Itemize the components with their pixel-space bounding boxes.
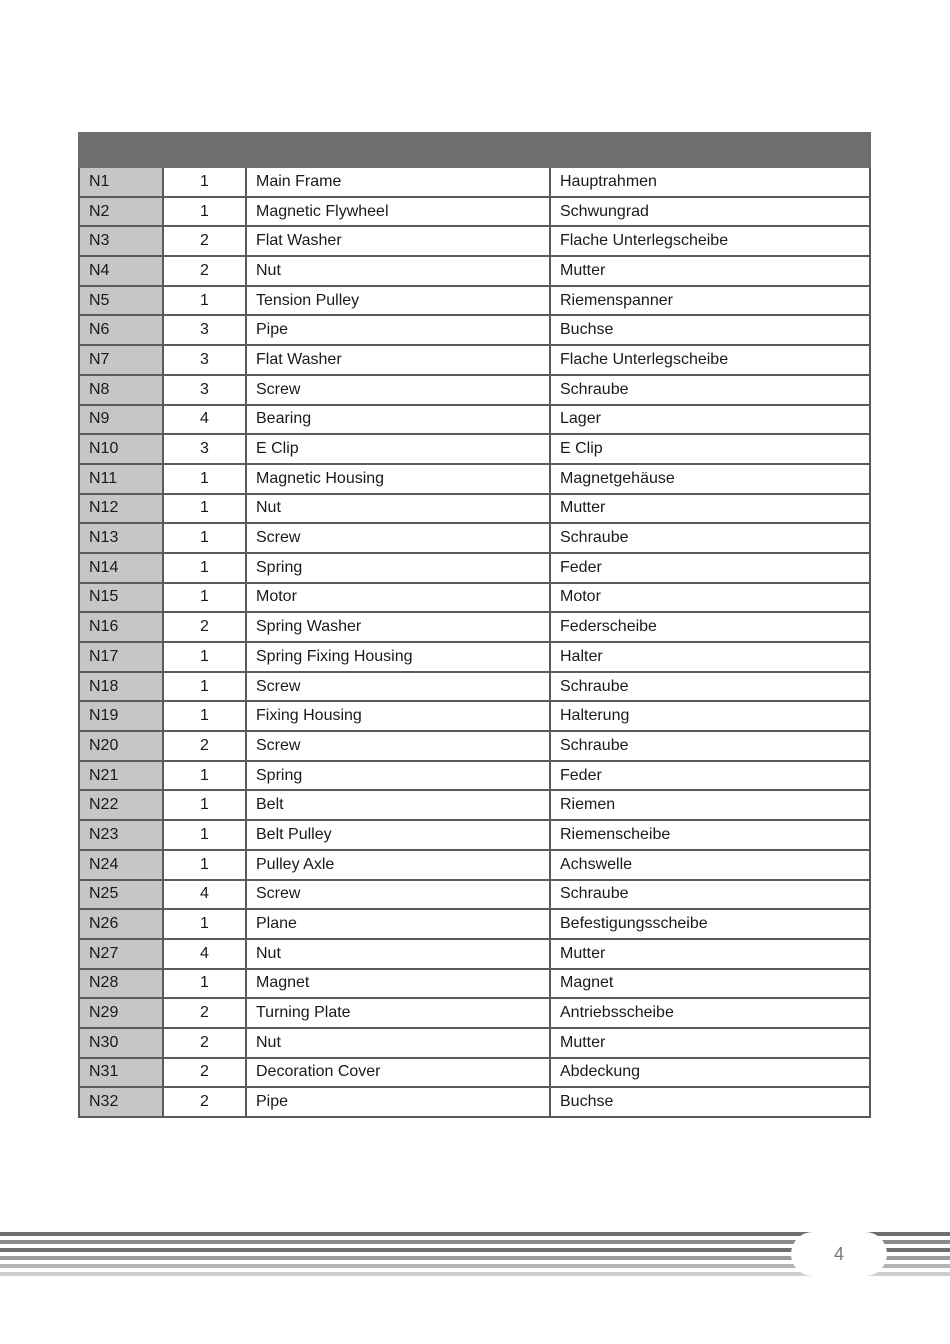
table-row bbox=[79, 286, 870, 316]
quantity-cell: 3 bbox=[163, 375, 246, 405]
quantity-cell: 2 bbox=[163, 256, 246, 286]
part-number-cell: N19 bbox=[79, 701, 163, 731]
part-number-cell: N1 bbox=[79, 167, 163, 197]
description-de-cell: Lager bbox=[550, 405, 870, 435]
description-de-cell: Buchse bbox=[550, 315, 870, 345]
quantity-cell: 2 bbox=[163, 998, 246, 1028]
description-en-cell: Pipe bbox=[246, 315, 550, 345]
quantity-cell: 4 bbox=[163, 939, 246, 969]
description-de-cell: Halterung bbox=[550, 701, 870, 731]
quantity-cell: 3 bbox=[163, 345, 246, 375]
part-number-cell: N20 bbox=[79, 731, 163, 761]
description-en-cell: Nut bbox=[246, 1028, 550, 1058]
quantity-cell: 4 bbox=[163, 405, 246, 435]
quantity-cell: 2 bbox=[163, 226, 246, 256]
description-de-cell: Halter bbox=[550, 642, 870, 672]
description-de-cell: Schraube bbox=[550, 523, 870, 553]
description-de-cell: Magnet bbox=[550, 969, 870, 999]
table-row bbox=[79, 434, 870, 464]
quantity-cell: 1 bbox=[163, 850, 246, 880]
part-number-cell: N29 bbox=[79, 998, 163, 1028]
table-row bbox=[79, 612, 870, 642]
part-number-cell: N25 bbox=[79, 880, 163, 910]
part-number-cell: N27 bbox=[79, 939, 163, 969]
quantity-cell: 2 bbox=[163, 1028, 246, 1058]
description-en-cell: Pipe bbox=[246, 1087, 550, 1117]
table-row bbox=[79, 553, 870, 583]
part-number-cell: N10 bbox=[79, 434, 163, 464]
part-number-cell: N24 bbox=[79, 850, 163, 880]
description-de-cell: Flache Unterlegscheibe bbox=[550, 226, 870, 256]
description-en-cell: Belt Pulley bbox=[246, 820, 550, 850]
part-number-cell: N5 bbox=[79, 286, 163, 316]
part-number-cell: N15 bbox=[79, 583, 163, 613]
quantity-cell: 1 bbox=[163, 969, 246, 999]
table-row bbox=[79, 642, 870, 672]
description-de-cell: Schraube bbox=[550, 731, 870, 761]
part-number-cell: N11 bbox=[79, 464, 163, 494]
table-row bbox=[79, 523, 870, 553]
part-number-cell: N30 bbox=[79, 1028, 163, 1058]
quantity-cell: 1 bbox=[163, 701, 246, 731]
quantity-cell: 1 bbox=[163, 642, 246, 672]
description-de-cell: Befestigungsscheibe bbox=[550, 909, 870, 939]
description-en-cell: Magnet bbox=[246, 969, 550, 999]
header-cell-qty bbox=[163, 133, 246, 167]
quantity-cell: 1 bbox=[163, 286, 246, 316]
table-row bbox=[79, 969, 870, 999]
description-en-cell: Nut bbox=[246, 939, 550, 969]
quantity-cell: 2 bbox=[163, 612, 246, 642]
table-row bbox=[79, 850, 870, 880]
description-en-cell: Belt bbox=[246, 790, 550, 820]
description-de-cell: Feder bbox=[550, 553, 870, 583]
part-number-cell: N2 bbox=[79, 197, 163, 227]
description-de-cell: Riemenscheibe bbox=[550, 820, 870, 850]
quantity-cell: 1 bbox=[163, 197, 246, 227]
quantity-cell: 3 bbox=[163, 315, 246, 345]
table-header-row bbox=[79, 133, 870, 167]
table-row bbox=[79, 1058, 870, 1088]
description-en-cell: Bearing bbox=[246, 405, 550, 435]
quantity-cell: 1 bbox=[163, 494, 246, 524]
part-number-cell: N3 bbox=[79, 226, 163, 256]
table-row bbox=[79, 167, 870, 197]
part-number-cell: N32 bbox=[79, 1087, 163, 1117]
description-en-cell: Spring bbox=[246, 553, 550, 583]
part-number-cell: N7 bbox=[79, 345, 163, 375]
description-de-cell: Schwungrad bbox=[550, 197, 870, 227]
table-row bbox=[79, 820, 870, 850]
description-de-cell: Riemen bbox=[550, 790, 870, 820]
description-de-cell: E Clip bbox=[550, 434, 870, 464]
table-row bbox=[79, 583, 870, 613]
part-number-cell: N31 bbox=[79, 1058, 163, 1088]
header-cell-part-no bbox=[79, 133, 163, 167]
description-en-cell: Spring bbox=[246, 761, 550, 791]
part-number-cell: N21 bbox=[79, 761, 163, 791]
part-number-cell: N16 bbox=[79, 612, 163, 642]
table-row bbox=[79, 939, 870, 969]
description-de-cell: Riemenspanner bbox=[550, 286, 870, 316]
description-en-cell: E Clip bbox=[246, 434, 550, 464]
description-de-cell: Mutter bbox=[550, 494, 870, 524]
description-de-cell: Schraube bbox=[550, 880, 870, 910]
header-cell-english bbox=[246, 133, 550, 167]
part-number-cell: N12 bbox=[79, 494, 163, 524]
parts-table-body bbox=[79, 133, 870, 1117]
table-row bbox=[79, 909, 870, 939]
description-en-cell: Main Frame bbox=[246, 167, 550, 197]
description-en-cell: Spring Washer bbox=[246, 612, 550, 642]
table-row bbox=[79, 672, 870, 702]
quantity-cell: 1 bbox=[163, 464, 246, 494]
table-row bbox=[79, 701, 870, 731]
description-en-cell: Screw bbox=[246, 731, 550, 761]
quantity-cell: 2 bbox=[163, 731, 246, 761]
part-number-cell: N17 bbox=[79, 642, 163, 672]
description-en-cell: Tension Pulley bbox=[246, 286, 550, 316]
part-number-cell: N14 bbox=[79, 553, 163, 583]
page-number: 4 bbox=[791, 1232, 887, 1276]
description-de-cell: Feder bbox=[550, 761, 870, 791]
part-number-cell: N9 bbox=[79, 405, 163, 435]
part-number-cell: N18 bbox=[79, 672, 163, 702]
description-de-cell: Hauptrahmen bbox=[550, 167, 870, 197]
description-en-cell: Screw bbox=[246, 880, 550, 910]
description-en-cell: Magnetic Housing bbox=[246, 464, 550, 494]
description-de-cell: Flache Unterlegscheibe bbox=[550, 345, 870, 375]
quantity-cell: 1 bbox=[163, 909, 246, 939]
description-en-cell: Plane bbox=[246, 909, 550, 939]
quantity-cell: 1 bbox=[163, 672, 246, 702]
part-number-cell: N22 bbox=[79, 790, 163, 820]
table-row bbox=[79, 1028, 870, 1058]
description-en-cell: Flat Washer bbox=[246, 345, 550, 375]
description-en-cell: Flat Washer bbox=[246, 226, 550, 256]
quantity-cell: 1 bbox=[163, 790, 246, 820]
description-en-cell: Nut bbox=[246, 256, 550, 286]
table-row bbox=[79, 375, 870, 405]
description-en-cell: Fixing Housing bbox=[246, 701, 550, 731]
part-number-cell: N23 bbox=[79, 820, 163, 850]
part-number-cell: N13 bbox=[79, 523, 163, 553]
table-row bbox=[79, 998, 870, 1028]
quantity-cell: 2 bbox=[163, 1058, 246, 1088]
table-row bbox=[79, 226, 870, 256]
quantity-cell: 2 bbox=[163, 1087, 246, 1117]
description-de-cell: Mutter bbox=[550, 939, 870, 969]
description-de-cell: Federscheibe bbox=[550, 612, 870, 642]
description-de-cell: Schraube bbox=[550, 375, 870, 405]
quantity-cell: 1 bbox=[163, 583, 246, 613]
description-de-cell: Schraube bbox=[550, 672, 870, 702]
table-row bbox=[79, 197, 870, 227]
table-row bbox=[79, 405, 870, 435]
table-row bbox=[79, 731, 870, 761]
description-en-cell: Spring Fixing Housing bbox=[246, 642, 550, 672]
description-en-cell: Screw bbox=[246, 523, 550, 553]
description-en-cell: Turning Plate bbox=[246, 998, 550, 1028]
quantity-cell: 1 bbox=[163, 553, 246, 583]
part-number-cell: N4 bbox=[79, 256, 163, 286]
header-cell-german bbox=[550, 133, 870, 167]
description-de-cell: Motor bbox=[550, 583, 870, 613]
description-de-cell: Buchse bbox=[550, 1087, 870, 1117]
quantity-cell: 1 bbox=[163, 761, 246, 791]
description-de-cell: Mutter bbox=[550, 256, 870, 286]
quantity-cell: 1 bbox=[163, 167, 246, 197]
table-row bbox=[79, 494, 870, 524]
description-en-cell: Magnetic Flywheel bbox=[246, 197, 550, 227]
table-row bbox=[79, 1087, 870, 1117]
description-de-cell: Antriebsscheibe bbox=[550, 998, 870, 1028]
table-row bbox=[79, 256, 870, 286]
table-row bbox=[79, 761, 870, 791]
description-de-cell: Magnetgehäuse bbox=[550, 464, 870, 494]
description-de-cell: Achswelle bbox=[550, 850, 870, 880]
table-row bbox=[79, 880, 870, 910]
table-row bbox=[79, 464, 870, 494]
table-row bbox=[79, 315, 870, 345]
description-en-cell: Nut bbox=[246, 494, 550, 524]
description-en-cell: Motor bbox=[246, 583, 550, 613]
part-number-cell: N28 bbox=[79, 969, 163, 999]
part-number-cell: N8 bbox=[79, 375, 163, 405]
quantity-cell: 1 bbox=[163, 523, 246, 553]
description-en-cell: Screw bbox=[246, 375, 550, 405]
quantity-cell: 4 bbox=[163, 880, 246, 910]
description-en-cell: Pulley Axle bbox=[246, 850, 550, 880]
description-en-cell: Screw bbox=[246, 672, 550, 702]
description-en-cell: Decoration Cover bbox=[246, 1058, 550, 1088]
parts-list-table bbox=[78, 132, 871, 1118]
table-row bbox=[79, 790, 870, 820]
table-row bbox=[79, 345, 870, 375]
quantity-cell: 3 bbox=[163, 434, 246, 464]
description-de-cell: Abdeckung bbox=[550, 1058, 870, 1088]
part-number-cell: N6 bbox=[79, 315, 163, 345]
quantity-cell: 1 bbox=[163, 820, 246, 850]
part-number-cell: N26 bbox=[79, 909, 163, 939]
description-de-cell: Mutter bbox=[550, 1028, 870, 1058]
